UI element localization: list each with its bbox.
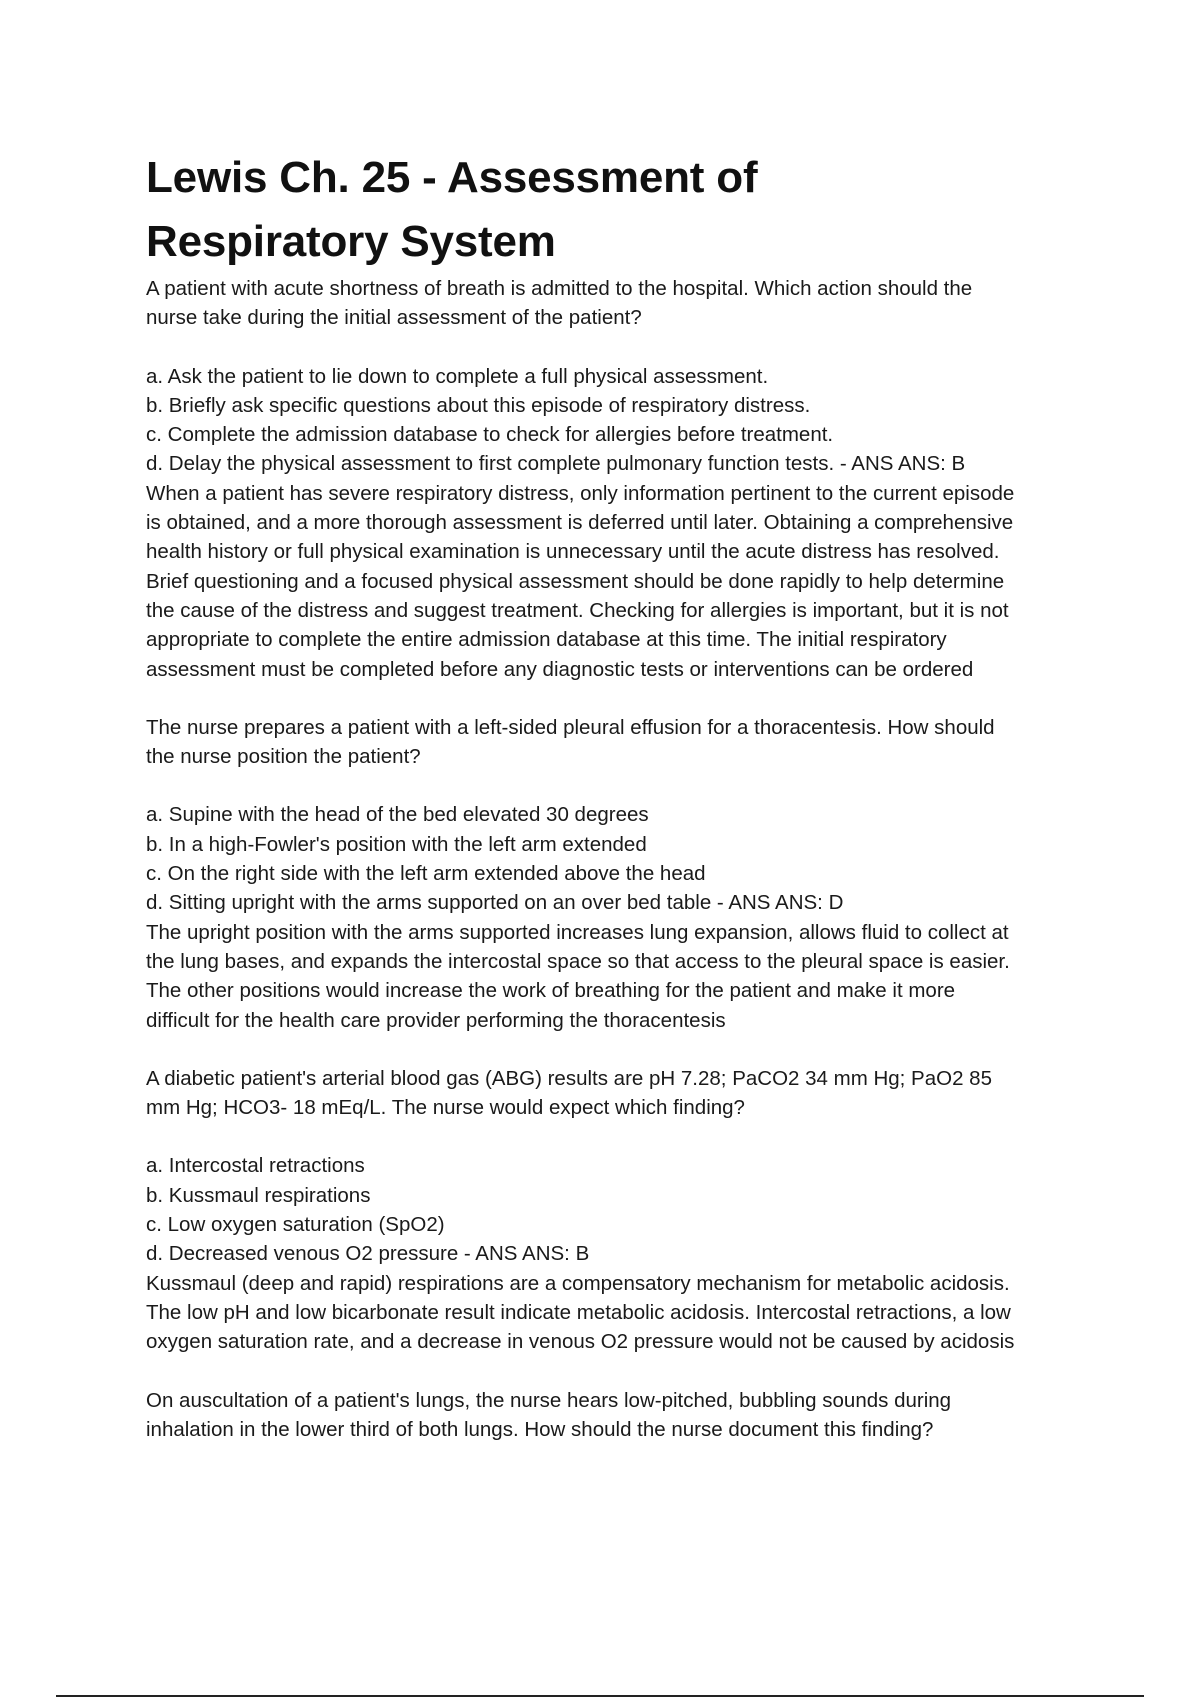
rationale-line: The other positions would increase the work of breathing for the patient and make it more (146, 979, 956, 1003)
stem-line: mm Hg; HCO3- 18 mEq/L. The nurse would expect which finding? (146, 1096, 745, 1120)
answer-option: b. Kussmaul respirations (146, 1183, 371, 1207)
question-stem (146, 1064, 1106, 1123)
question-stem (146, 1386, 1106, 1445)
document-page (146, 146, 1106, 1444)
answer-options (146, 800, 1106, 917)
document-title (146, 146, 1106, 274)
answer-option: c. Low oxygen saturation (SpO2) (146, 1213, 445, 1237)
title-line: Respiratory System (146, 217, 556, 266)
answer-option: a. Intercostal retractions (146, 1154, 365, 1178)
question-stem (146, 274, 1106, 333)
stem-line: A patient with acute shortness of breath is admitted to the hospital. Which action should the (146, 277, 973, 300)
stem-line: the nurse position the patient? (146, 745, 421, 769)
rationale-line: When a patient has severe respiratory distress, only information pertinent to the current episode (146, 481, 1015, 505)
answer-options (146, 362, 1106, 479)
question-block (146, 1064, 1106, 1357)
rationale-line: oxygen saturation rate, and a decrease in venous O2 pressure would not be caused by acidosis (146, 1330, 1015, 1354)
question-block (146, 274, 1106, 684)
rationale-line: The low pH and low bicarbonate result indicate metabolic acidosis. Intercostal retractions, a low (146, 1300, 1011, 1324)
rationale-line: Kussmaul (deep and rapid) respirations are a compensatory mechanism for metabolic acidosis. (146, 1271, 1010, 1295)
question-stem (146, 713, 1106, 772)
spacer (146, 771, 1106, 800)
question-block (146, 1386, 1106, 1445)
rationale-line: health history or full physical examination is unnecessary until the acute distress has resolved. (146, 540, 1000, 564)
stem-line: nurse take during the initial assessment of the patient? (146, 306, 642, 330)
footer-divider (56, 1695, 1144, 1697)
spacer (146, 333, 1106, 362)
rationale-line: appropriate to complete the entire admission database at this time. The initial respiratory (146, 628, 947, 652)
stem-line: The nurse prepares a patient with a left-sided pleural effusion for a thoracentesis. How should (146, 715, 995, 739)
rationale-line: the lung bases, and expands the intercostal space so that access to the pleural space is easier. (146, 949, 1010, 973)
answer-option: d. Decreased venous O2 pressure - ANS ANS: B (146, 1242, 590, 1266)
rationale-line: Brief questioning and a focused physical assessment should be done rapidly to help determine (146, 569, 1005, 593)
title-line: Lewis Ch. 25 - Assessment of (146, 153, 758, 202)
answer-option: d. Delay the physical assessment to first complete pulmonary function tests. - ANS ANS: B (146, 452, 966, 476)
spacer (146, 1122, 1106, 1151)
rationale-line: is obtained, and a more thorough assessment is deferred until later. Obtaining a comprehensive (146, 511, 1014, 535)
stem-line: inhalation in the lower third of both lungs. How should the nurse document this finding? (146, 1417, 934, 1441)
answer-option: a. Supine with the head of the bed elevated 30 degrees (146, 803, 649, 827)
rationale-line: assessment must be completed before any diagnostic tests or interventions can be ordered (146, 657, 974, 681)
rationale-line: difficult for the health care provider performing the thoracentesis (146, 1008, 726, 1032)
stem-line: On auscultation of a patient's lungs, the nurse hears low-pitched, bubbling sounds during (146, 1388, 952, 1412)
rationale (146, 479, 1106, 684)
answer-option: c. Complete the admission database to check for allergies before treatment. (146, 423, 834, 447)
answer-option: d. Sitting upright with the arms supported on an over bed table - ANS ANS: D (146, 891, 844, 915)
rationale (146, 1269, 1106, 1357)
rationale-line: The upright position with the arms supported increases lung expansion, allows fluid to collect at (146, 920, 1009, 944)
answer-option: b. Briefly ask specific questions about this episode of respiratory distress. (146, 393, 811, 417)
question-block (146, 713, 1106, 1035)
rationale (146, 918, 1106, 1035)
answer-option: a. Ask the patient to lie down to complete a full physical assessment. (146, 364, 769, 388)
answer-options (146, 1151, 1106, 1268)
stem-line: A diabetic patient's arterial blood gas (ABG) results are pH 7.28; PaCO2 34 mm Hg; PaO2 85 (146, 1066, 992, 1090)
answer-option: b. In a high-Fowler's position with the left arm extended (146, 832, 647, 856)
rationale-line: the cause of the distress and suggest treatment. Checking for allergies is important, but it is not (146, 598, 1009, 622)
answer-option: c. On the right side with the left arm extended above the head (146, 862, 706, 886)
